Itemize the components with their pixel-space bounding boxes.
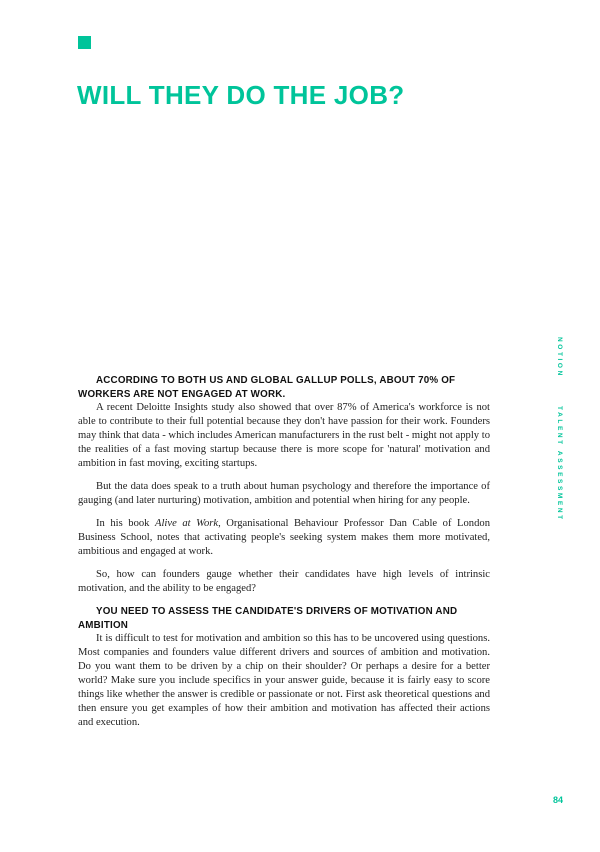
paragraph-book-reference	[78, 517, 490, 559]
body-column	[78, 374, 490, 730]
lead-statement: ACCORDING TO BOTH US AND GLOBAL GALLUP POLLS, ABOUT 70% OF WORKERS ARE NOT ENGAGED AT WORK.	[78, 375, 456, 400]
text-run-after: , Organisational Behaviour Professor Dan Cable of London Business School, notes that activating people's seeking system makes them more motivated, ambitious and engaged at work.	[78, 518, 490, 557]
paragraph-question: So, how can founders gauge whether their candidates have high levels of intrinsic motivation, and the ability to be engaged?	[78, 569, 490, 594]
paragraph-assessment-advice: It is difficult to test for motivation and ambition so this has to be uncovered using questions. Most companies and founders value different drivers and sources of ambition and motivation. Do you want them to be driven by a chip on their shoulder? Or perhaps a desire for a better world? Make sure you include specifics in your answer guide, because it is fairly easy to score things like whether the answer is credible or passionate or not. First ask theoretical questions and then ensure you get examples of how their ambition and motivation has affected their actions and execution.	[78, 633, 490, 728]
side-label-section: TALENT ASSESSMENT	[556, 406, 563, 522]
book-title: Alive at Work	[155, 518, 219, 529]
paragraph-data-truth: But the data does speak to a truth about human psychology and therefore the importance of gauging (and later nurturing) motivation, ambition and potential when hiring for any people.	[78, 481, 490, 506]
page-number: 84	[552, 795, 563, 805]
section-subheading: YOU NEED TO ASSESS THE CANDIDATE'S DRIVERS OF MOTIVATION AND AMBITION	[78, 606, 458, 631]
text-run-before: In his book	[96, 518, 156, 529]
side-label-brand: NOTION	[556, 337, 563, 378]
paragraph-deloitte-study: A recent Deloitte Insights study also showed that over 87% of America's workforce is not able to contribute to their full potential because they don't have passion for their work. Founders may think that data - which includes American manufacturers in the rust belt - might not apply to the realities of a fast moving startup because there is more scope for 'natural' motivation and ambition in fast moving, exciting startups.	[78, 402, 490, 469]
page-title: WILL THEY DO THE JOB?	[77, 80, 405, 110]
corner-accent-square	[78, 36, 91, 49]
